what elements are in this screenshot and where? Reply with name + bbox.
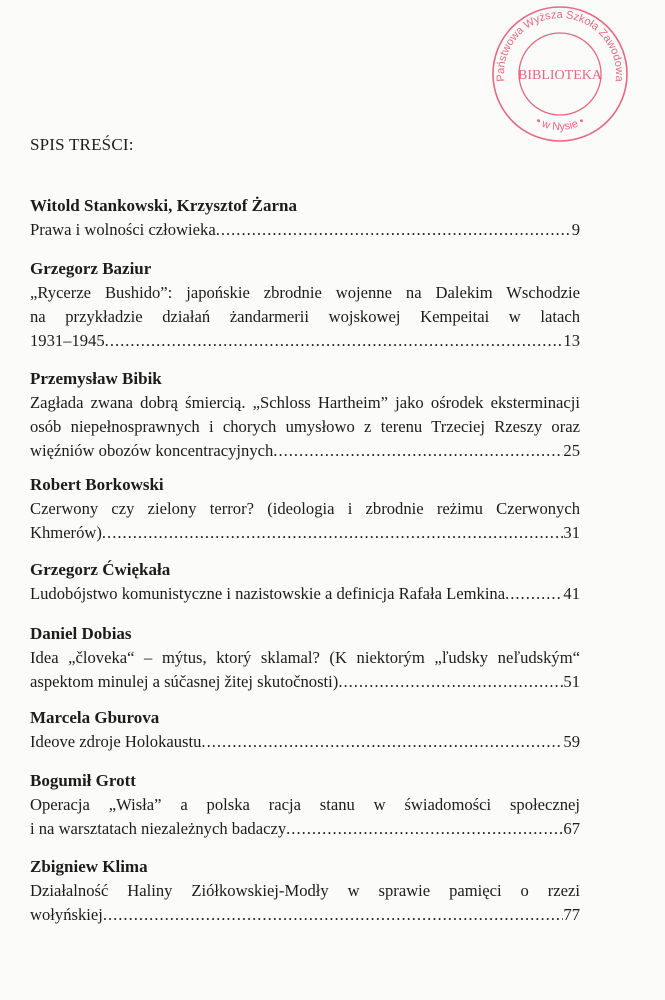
dot-leader: [216, 218, 572, 242]
entry-title-last-line: [30, 903, 580, 927]
entry-page-number: 9: [571, 220, 580, 239]
entry-title-line: Operacja „Wisła” a polska racja stanu w świadomości społecznej: [30, 795, 580, 814]
dot-leader: [105, 329, 564, 353]
dot-leader: [102, 521, 564, 545]
stamp-center-text: BIBLIOTEKA: [518, 68, 602, 83]
entry-title-line: Czerwony czy zielony terror? (ideologia i zbrodnie reżimu Czerwonych: [30, 499, 580, 518]
dot-leader: [201, 730, 563, 754]
entry-page-number: 31: [563, 523, 580, 542]
dot-leader: [338, 670, 563, 694]
toc-entry: [30, 473, 580, 545]
entry-title-last-line: [30, 329, 580, 353]
toc-entry: [30, 706, 580, 754]
entry-title-end: 1931–1945: [30, 331, 105, 350]
page-heading: SPIS TREŚCI:: [30, 135, 134, 154]
entry-title-end: więźniów obozów koncentracyjnych: [30, 441, 274, 460]
entry-author: Zbigniew Klima: [30, 857, 148, 876]
entry-page-number: 67: [563, 819, 580, 838]
entry-author: Grzegorz Baziur: [30, 259, 152, 278]
entry-title-last-line: [30, 670, 580, 694]
toc-entry: [30, 622, 580, 694]
entry-title-last-line: [30, 582, 580, 606]
stamp-ring-text: Państwowa Wyższa Szkoła Zawodowa: [494, 8, 626, 83]
entry-author: Bogumił Grott: [30, 771, 136, 790]
entry-title-line: osób niepełnosprawnych i chorych umysłowo z terenu Trzeciej Rzeszy oraz: [30, 417, 580, 436]
entry-author: Daniel Dobias: [30, 624, 132, 643]
toc-entry: [30, 855, 580, 927]
entry-page-number: 51: [563, 672, 580, 691]
entry-title-line: Idea „človeka“ – mýtus, ktorý sklamal? (K niektorým „ľudsky neľudským“: [30, 648, 580, 667]
entry-page-number: 13: [563, 331, 580, 350]
toc-entry: [30, 558, 580, 606]
dot-leader: [505, 582, 563, 606]
entry-title-last-line: [30, 817, 580, 841]
entry-title-last-line: [30, 439, 580, 463]
entry-title-line: na przykładzie działań żandarmerii wojskowej Kempeitai w latach: [30, 307, 580, 326]
entry-title-last-line: [30, 730, 580, 754]
entry-title-end: Ludobójstwo komunistyczne i nazistowskie a definicja Rafała Lemkina: [30, 584, 506, 603]
entry-title-end: Ideove zdroje Holokaustu: [30, 732, 202, 751]
entry-author: Grzegorz Ćwiękała: [30, 560, 171, 579]
dot-leader: [103, 903, 564, 927]
entry-page-number: 41: [563, 584, 580, 603]
entry-title-last-line: [30, 521, 580, 545]
dot-leader: [286, 817, 563, 841]
entry-title-end: Prawa i wolności człowieka: [30, 220, 216, 239]
toc-entry: [30, 367, 580, 463]
entry-title-end: wołyńskiej: [30, 905, 103, 924]
entry-page-number: 25: [563, 441, 580, 460]
entry-author: Robert Borkowski: [30, 475, 164, 494]
entry-title-end: i na warsztatach niezależnych badaczy: [30, 819, 287, 838]
entry-title-last-line: [30, 218, 580, 242]
toc-entry: [30, 194, 580, 242]
entry-page-number: 77: [563, 905, 580, 924]
svg-text:• w Nysie •: [534, 115, 587, 133]
toc-entry: [30, 257, 580, 353]
entry-title-line: Zagłada zwana dobrą śmiercią. „Schloss Hartheim” jako ośrodek eksterminacji: [30, 393, 580, 412]
entry-author: Witold Stankowski, Krzysztof Żarna: [30, 196, 297, 215]
library-stamp: [490, 4, 630, 144]
entry-title-end: Khmerów): [30, 523, 102, 542]
entry-author: Przemysław Bibik: [30, 369, 162, 388]
entry-title-line: „Rycerze Bushido”: japońskie zbrodnie wojenne na Dalekim Wschodzie: [30, 283, 580, 302]
stamp-bottom-text: • w Nysie •: [533, 115, 587, 134]
entry-page-number: 59: [563, 732, 580, 751]
dot-leader: [273, 439, 563, 463]
entry-title-line: Działalność Haliny Ziółkowskiej-Modły w sprawie pamięci o rzezi: [30, 881, 580, 900]
entry-title-end: aspektom minulej a súčasnej žitej skutočnosti): [30, 672, 339, 691]
entry-author: Marcela Gburova: [30, 708, 160, 727]
toc-entry: [30, 769, 580, 841]
